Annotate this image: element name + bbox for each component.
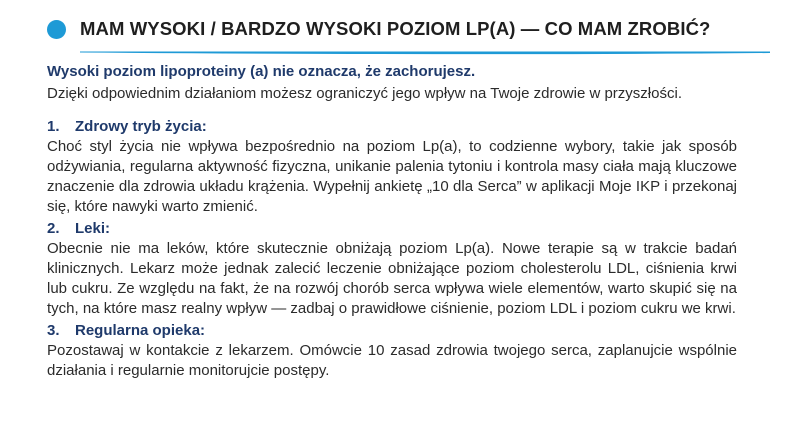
header	[47, 16, 747, 56]
section-text: Pozostawaj w kontakcie z lekarzem. Omówcie 10 zasad zdrowia twojego serca, zaplanujcie wspólnie działania i regularnie monitorujcie postępy.	[47, 342, 737, 379]
section-text: Choć styl życia nie wpływa bezpośrednio na poziom Lp(a), to codzienne wybory, takie jak sposób odżywiania, regularna aktywność fizyczna, unikanie palenia tytoniu i kontrola masy ciała mają kluczowe znaczenie dla zdrowia układu krążenia. Wypełnij ankietę „10 dla Serca” w aplikacji Moje IKP i przekonaj się, które nawyki warto zmienić.	[47, 138, 737, 215]
title-underline	[80, 50, 770, 56]
section-title	[47, 117, 737, 137]
section-title	[47, 321, 737, 341]
section-title-label: Regularna opieka:	[75, 322, 206, 339]
section-title-label: Leki:	[75, 220, 111, 237]
section-title-label: Zdrowy tryb życia:	[75, 118, 207, 135]
section-number: 3.	[47, 322, 60, 339]
section-number: 1.	[47, 118, 60, 135]
section-title	[47, 219, 737, 239]
section-medication	[47, 219, 737, 319]
section-regular-care	[47, 321, 737, 381]
section-text: Obecnie nie ma leków, które skutecznie obniżają poziom Lp(a). Nowe terapie są w trakcie badań klinicznych. Lekarz może jednak zalecić leczenie obniżające poziom cholesterolu LDL, ciśnienia krwi lub cukru. Ze względu na fakt, że na rozwój chorób serca wpływa wiele elementów, warto skupić się na tych, na które masz realny wpływ — zadbaj o prawidłowe ciśnienie, poziom LDL i poziom cukru we krwi.	[47, 240, 737, 317]
content	[47, 62, 737, 381]
lead-text: Wysoki poziom lipoproteiny (a) nie oznacza, że zachorujesz.	[47, 63, 476, 80]
section-number: 2.	[47, 220, 60, 237]
circle-bullet-icon	[47, 20, 66, 39]
intro-text: Dzięki odpowiednim działaniom możesz ograniczyć jego wpływ na Twoje zdrowie w przyszłości.	[47, 85, 682, 102]
page-title: MAM WYSOKI / BARDZO WYSOKI POZIOM LP(A) — CO MAM ZROBIĆ?	[80, 18, 711, 39]
section-healthy-lifestyle	[47, 117, 737, 217]
